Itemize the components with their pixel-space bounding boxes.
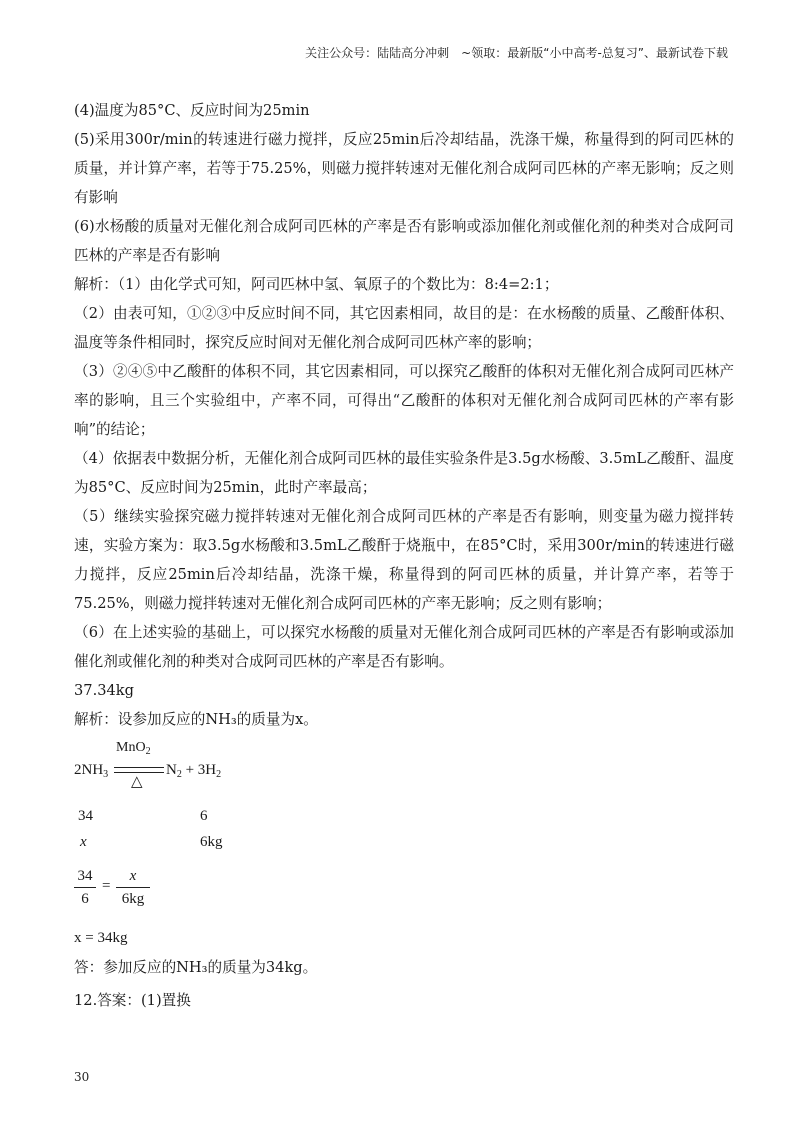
equals-sign: = <box>102 878 111 894</box>
analysis-3: （3）②④⑤中乙酸酐的体积不同，其它因素相同，可以探究乙酸酐的体积对无催化剂合成阿司匹林产率的影响，且三个实验组中，产率不同，可得出“乙酸酐的体积对无催化剂合成阿司匹林的产率有影响”的结论； <box>74 363 734 438</box>
document-body <box>74 96 734 1015</box>
equation-products: $N_2 + 3H_2$ <box>166 762 222 780</box>
analysis-5: （5）继续实验探究磁力搅拌转速对无催化剂合成阿司匹林的产率是否有影响，则变量为磁力搅拌转速，实验方案为：取3.5g水杨酸和3.5mL乙酸酐于烧瓶中，在85°C时，采用300r/min的转速进行磁力搅拌，反应25min后冷却结晶，洗涤干燥，称量得到的阿司匹林的质量，并计算产率，若等于75.25%，则磁力搅拌转速对无催化剂合成阿司匹林的产率无影响；反之则有影响； <box>74 508 734 612</box>
fraction-left: 34 6 <box>74 866 96 909</box>
final-answer: 答：参加反应的NH₃的质量为34kg。 <box>74 959 318 976</box>
result-line: x = 34kg <box>74 930 128 946</box>
question-12-answer: 12.答案：(1)置换 <box>74 992 191 1009</box>
fraction-right: x 6kg <box>116 866 150 909</box>
chemical-equation <box>74 740 734 798</box>
mass-ratio-row <box>74 808 734 834</box>
value-x: x <box>80 834 87 850</box>
mass-value-row <box>74 834 734 860</box>
answer-line-6: (6)水杨酸的质量对无催化剂合成阿司匹林的产率是否有影响或添加催化剂或催化剂的种类对合成阿司匹林的产率是否有影响 <box>74 218 734 264</box>
solution-intro: 解析：设参加反应的NH₃的质量为x。 <box>74 711 318 728</box>
answer-line-5: (5)采用300r/min的转速进行磁力搅拌，反应25min后冷却结晶，洗涤干燥，称量得到的阿司匹林的质量，并计算产率，若等于75.25%，则磁力搅拌转速对无催化剂合成阿司匹林的产率无影响；反之则有影响 <box>74 131 734 206</box>
ratio-h2: 6 <box>200 808 208 824</box>
page-header: 关注公众号：陆陆高分冲刺 ~领取：最新版“小中高考-总复习”、最新试卷下载 <box>305 46 728 60</box>
question-37-answer: 37.34kg <box>74 682 134 699</box>
ratio-nh3: 34 <box>78 808 93 824</box>
answer-line-4: (4)温度为85°C、反应时间为25min <box>74 102 310 119</box>
analysis-4: （4）依据表中数据分析，无催化剂合成阿司匹林的最佳实验条件是3.5g水杨酸、3.5mL乙酸酐、温度为85°C、反应时间为25min，此时产率最高； <box>74 450 734 496</box>
analysis-6: （6）在上述实验的基础上，可以探究水杨酸的质量对无催化剂合成阿司匹林的产率是否有影响或添加催化剂或催化剂的种类对合成阿司匹林的产率是否有影响。 <box>74 624 734 670</box>
equation-reactants: $2NH_3$ <box>74 762 109 780</box>
equation-heat-symbol: △ <box>131 774 143 790</box>
analysis-2: （2）由表可知，①②③中反应时间不同，其它因素相同，故目的是：在水杨酸的质量、乙酸酐体积、温度等条件相同时，探究反应时间对无催化剂合成阿司匹林产率的影响； <box>74 305 734 351</box>
proportion-equation <box>74 866 734 918</box>
equation-catalyst: MnO$_2$ <box>116 740 151 757</box>
analysis-1: 解析：（1）由化学式可知，阿司匹林中氢、氧原子的个数比为：8:4=2:1； <box>74 276 559 293</box>
value-6kg: 6kg <box>200 834 223 850</box>
page-number: 30 <box>74 1070 90 1084</box>
